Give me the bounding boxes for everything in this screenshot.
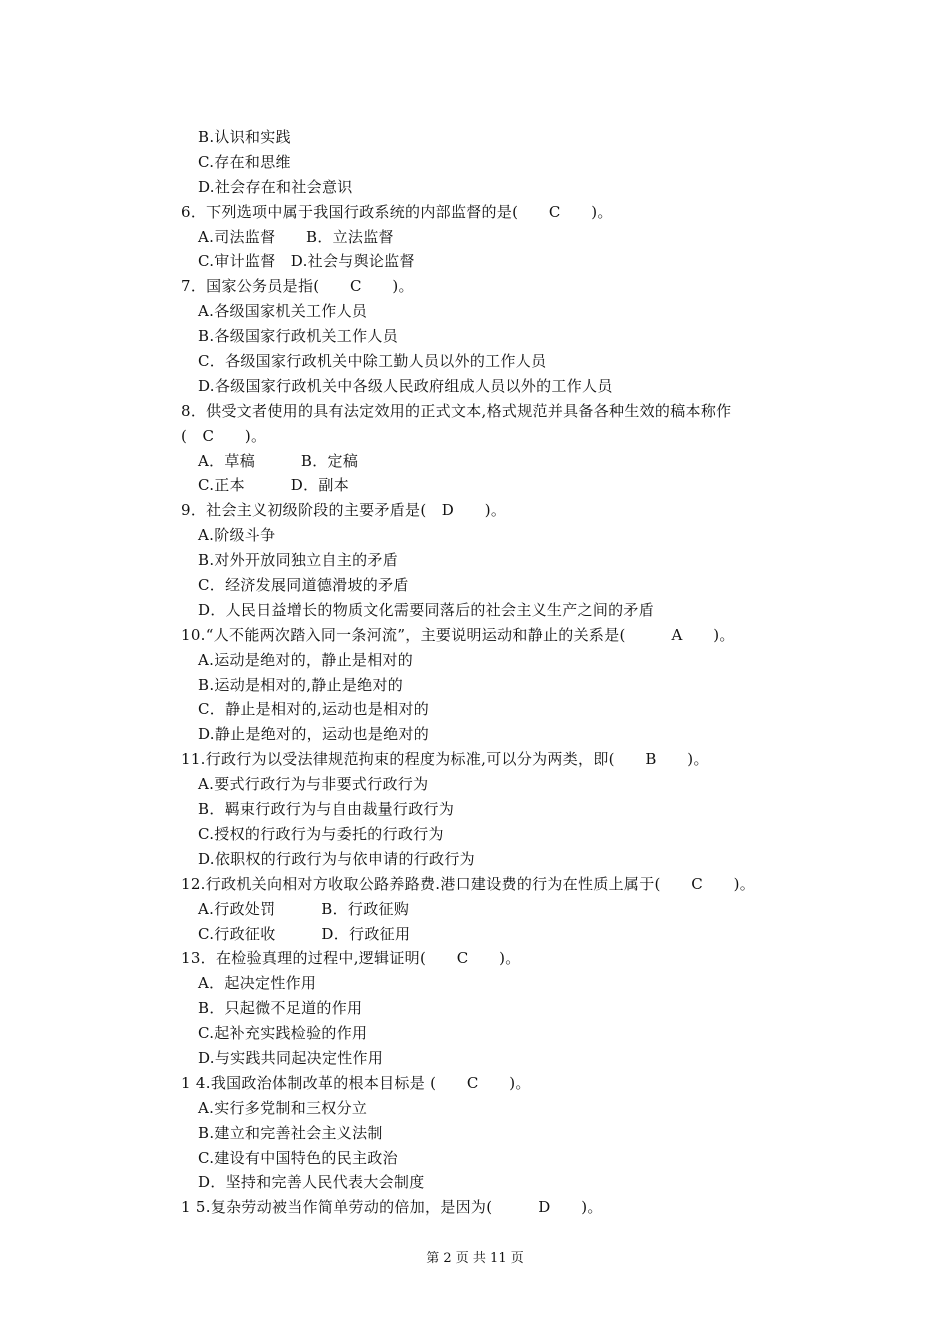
- option-line: A.实行多党制和三权分立: [198, 1098, 368, 1117]
- question-line: 6．下列选项中属于我国行政系统的内部监督的是( C )。: [181, 202, 613, 221]
- option-line: C．经济发展同道德滑坡的矛盾: [198, 576, 409, 595]
- option-line: C.行政征收 D．行政征用: [198, 924, 411, 943]
- option-line: A.阶级斗争: [198, 526, 276, 545]
- option-line: A.要式行政行为与非要式行政行为: [198, 775, 429, 794]
- option-line: D.与实践共同起决定性作用: [198, 1048, 384, 1067]
- option-line: D．坚持和完善人民代表大会制度: [198, 1173, 425, 1192]
- option-line: A.各级国家机关工作人员: [198, 302, 368, 321]
- option-line: B．羁束行政行为与自由裁量行政行为: [198, 800, 455, 819]
- option-line: C．各级国家行政机关中除工勤人员以外的工作人员: [198, 352, 547, 371]
- option-line: A.司法监督 B．立法监督: [198, 227, 394, 246]
- question-line: 13．在检验真理的过程中,逻辑证明( C )。: [181, 949, 521, 968]
- question-line: 7．国家公务员是指( C )。: [181, 277, 414, 296]
- option-line: B.建立和完善社会主义法制: [198, 1123, 383, 1142]
- option-line: D．人民日益增长的物质文化需要同落后的社会主义生产之间的矛盾: [198, 600, 655, 619]
- option-line: A．草稿 B．定稿: [198, 451, 359, 470]
- question-line: 9．社会主义初级阶段的主要矛盾是( D )。: [181, 501, 507, 520]
- option-line: A.行政处罚 B．行政征购: [198, 899, 410, 918]
- option-line: C．静止是相对的,运动也是相对的: [198, 700, 430, 719]
- option-line: D.各级国家行政机关中各级人民政府组成人员以外的工作人员: [198, 376, 613, 395]
- question-line: 1 5.复杂劳动被当作简单劳动的倍加，是因为( D )。: [181, 1198, 603, 1217]
- question-line: 10.“人不能两次踏入同一条河流”，主要说明运动和静止的关系是( A )。: [181, 625, 735, 644]
- option-line: B．只起微不足道的作用: [198, 999, 363, 1018]
- option-line: C.建设有中国特色的民主政治: [198, 1148, 398, 1167]
- question-line: ( C )。: [181, 426, 267, 445]
- question-line: 1 4.我国政治体制改革的根本目标是 ( C )。: [181, 1073, 531, 1092]
- option-line: A．起决定性作用: [198, 974, 317, 993]
- option-line: C.存在和思维: [198, 152, 291, 171]
- option-line: A.运动是绝对的，静止是相对的: [198, 650, 414, 669]
- option-line: B.认识和实践: [198, 128, 291, 146]
- option-line: C.起补充实践检验的作用: [198, 1024, 368, 1043]
- option-line: B.对外开放同独立自主的矛盾: [198, 551, 398, 570]
- option-line: B.各级国家行政机关工作人员: [198, 327, 398, 346]
- page-footer: 第 2 页 共 11 页: [426, 1251, 524, 1266]
- option-line: C.正本 D．副本: [198, 476, 350, 495]
- question-line: 12.行政机关向相对方收取公路养路费.港口建设费的行为在性质上属于( C )。: [181, 874, 756, 893]
- document-body: [0, 125, 950, 1220]
- option-line: D.社会存在和社会意识: [198, 177, 353, 196]
- option-line: D.静止是绝对的，运动也是绝对的: [198, 725, 430, 744]
- option-line: B.运动是相对的,静止是绝对的: [198, 675, 404, 694]
- option-line: C.授权的行政行为与委托的行政行为: [198, 824, 444, 843]
- question-line: 11.行政行为以受法律规范拘束的程度为标准,可以分为两类，即( B )。: [181, 750, 709, 769]
- question-line: 8．供受文者使用的具有法定效用的正式文本,格式规范并具备各种生效的稿本称作: [181, 401, 732, 420]
- option-line: C.审计监督 D.社会与舆论监督: [198, 252, 415, 271]
- option-line: D.依职权的行政行为与依申请的行政行为: [198, 849, 475, 868]
